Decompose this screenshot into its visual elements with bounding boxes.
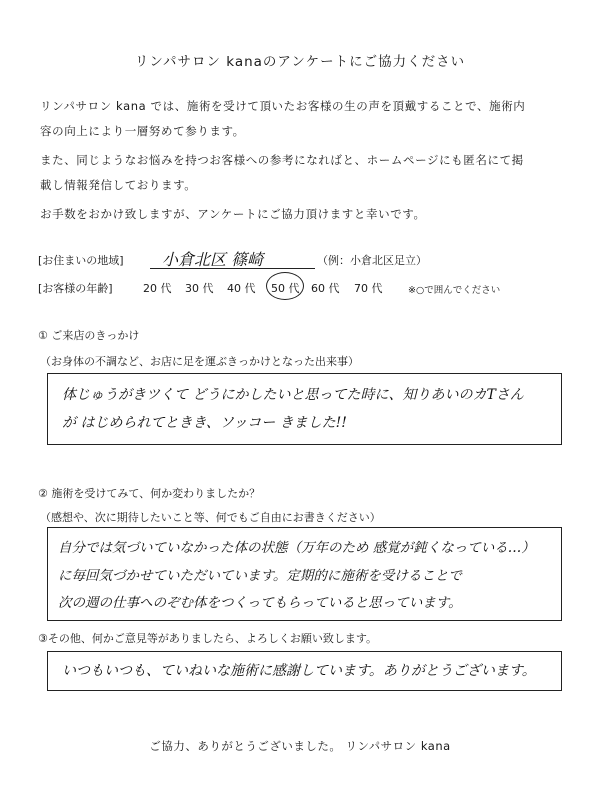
survey-title: リンパサロン kanaのアンケートにご協力ください [134,54,466,70]
q1-answer-line-1: 体じゅうがきツくて どうにかしたいと思ってた時に、知りあいのカTさん [62,387,524,403]
age-option-30[interactable]: 30 代 [185,282,214,295]
age-option-20[interactable]: 20 代 [143,282,172,295]
footer-thanks: ご協力、ありがとうございました。 リンパサロン kana [149,739,451,753]
intro-line-5: お手数をおかけ致しますが、アンケートにご協力頂けますと幸いです。 [40,207,426,221]
q1-answer-line-2: が はじめられてときき、ソッコー きました!! [62,415,347,431]
residence-example: （例：小倉北区足立） [317,254,427,267]
q2-answer-box[interactable] [47,527,562,621]
q2-title: ② 施術を受けてみて、何か変わりましたか？ [38,487,261,500]
residence-field[interactable] [150,246,315,269]
age-label: [お客様の年齢] [38,282,113,295]
age-option-70[interactable]: 70 代 [354,282,383,295]
q3-title: ③その他、何かご意見等がありましたら、よろしくお願い致します。 [38,632,377,645]
q2-answer-line-2: に毎回気づかせていただいています。定期的に施術を受けることで [58,568,462,584]
q2-hint: （感想や、次に期待したいこと等、何でもご自由にお書きください） [40,511,381,524]
age-option-60[interactable]: 60 代 [311,282,340,295]
intro-line-4: 載し情報発信しております。 [40,178,197,192]
q1-hint: （お身体の不調など、お店に足を運ぶきっかけとなった出来事） [40,355,359,368]
residence-value: 小倉北区 篠崎 [162,250,264,269]
q2-answer-line-1: 自分では気づいていなかった体の状態（万年のため 感覚が鈍くなっている…） [58,540,535,556]
residence-label: [お住まいの地域] [38,254,124,267]
intro-line-2: 容の向上により一層努めて参ります。 [40,124,245,138]
age-note: ※○で囲んでください [408,285,501,296]
intro-line-3: また、同じようなお悩みを持つお客様への参考になればと、ホームページにも匿名にて掲 [40,153,524,167]
age-option-50[interactable]: 50 代 [271,282,300,295]
q3-answer: いつもいつも、ていねいな施術に感謝しています。ありがとうございます。 [62,663,536,679]
intro-line-1: リンパサロン kana では、施術を受けて頂いたお客様の生の声を頂戴することで、施術内 [40,99,526,113]
q3-answer-box[interactable] [47,651,562,691]
q1-answer-box[interactable] [47,373,562,445]
q2-answer-line-3: 次の週の仕事へのぞむ体をつくってもらっていると思っています。 [58,595,462,611]
q1-title: ① ご来店のきっかけ [38,329,140,342]
age-option-40[interactable]: 40 代 [227,282,256,295]
